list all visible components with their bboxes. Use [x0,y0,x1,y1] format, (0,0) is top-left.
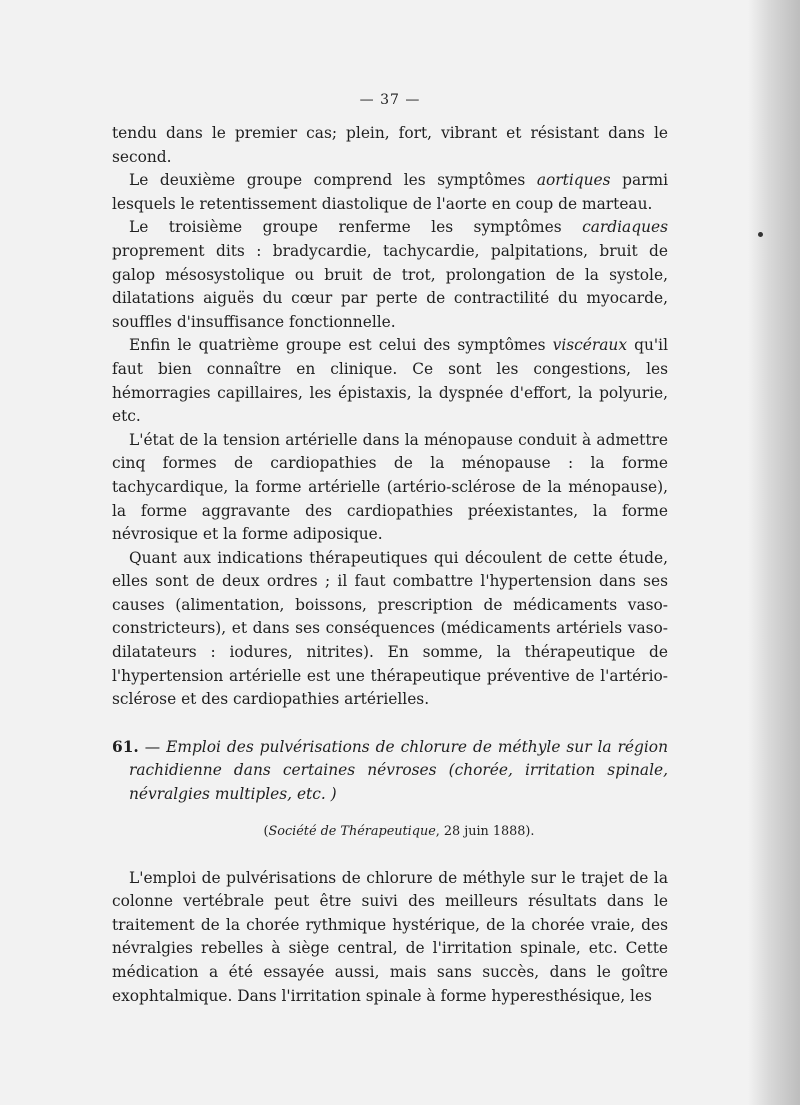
citation-open: ( [263,823,269,839]
section-citation [130,823,668,841]
paragraph-text: Enfin le quatrième groupe est celui des symptômes [129,336,553,355]
italic-term: viscéraux [552,336,628,355]
paragraph-aortic-symptoms [112,169,668,216]
italic-term: aortiques [536,171,611,190]
paragraph-cardiac-symptoms [112,216,668,334]
paragraph-text: proprement dits : bradycardie, tachycardie, palpitations, bruit de galop mésosystolique ou bruit de trot, prolongation de la systole, dilatations aiguës du cœur par perte de contractilité du myocarde, souffles d'insuffisance fonctionnelle. [112,241,668,331]
citation-date: , 28 juin 1888). [435,823,535,839]
paragraph-text: Le troisième groupe renferme les symptômes [129,218,583,237]
section-number: 61. [112,737,139,756]
paragraph-text: parmi lesquels le retentissement diastolique de l'aorte en coup de marteau. [112,171,668,213]
section-dash: — [144,737,161,756]
paragraph-menopause-forms: L'état de la tension artérielle dans la ménopause conduit à admettre cinq formes de cardiopathies de la ménopause : la forme tachycardique, la forme artérielle (artério-sclérose de la ménopause), la forme aggravante des cardiopathies préexistantes, la forme névrosique et la forme adiposique. [112,430,668,544]
citation-source: Société de Thérapeutique [268,823,436,839]
paragraph-therapeutics: Quant aux indications thérapeutiques qui découlent de cette étude, elles sont de deux ordres ; il faut combattre l'hypertension dans ses causes (alimentation, boissons, prescription de médicaments vaso-constricteurs), et dans ses conséquences (médicaments artériels vaso-dilatateurs : iodures, nitrites). En somme, la thérapeutique de l'hypertension artérielle est une thérapeutique préventive de l'artério-sclérose et des cardiopathies artérielles. [112,548,668,709]
ink-speck [758,232,763,237]
paragraph-text: Le deuxième groupe comprend les symptômes [129,171,537,190]
paragraph-text: qu'il faut bien connaître en clinique. Ce sont les congestions, les hémorragies capillaires, les épistaxis, la dyspnée d'effort, la polyurie, etc. [112,336,668,426]
paragraph-section-body: L'emploi de pulvérisations de chlorure de méthyle sur le trajet de la colonne vertébrale peut être suivi des meilleurs résultats dans le traitement de la chorée rythmique hystérique, de la chorée vraie, des névralgies rebelles à siège central, de l'irritation spinale, etc. Cette médication a été essayée aussi, mais sans succès, dans le goître exophtalmique. Dans l'irritation spinale à forme hyperesthésique, les [112,868,668,1005]
page-edge-shadow [748,0,800,1105]
page-body [112,92,668,1008]
paragraph-continuation: tendu dans le premier cas; plein, fort, vibrant et résistant dans le second. [112,124,668,166]
paragraph-visceral-symptoms [112,334,668,428]
section-heading [112,736,668,807]
section-title: Emploi des pulvérisations de chlorure de méthyle sur la région rachidienne dans certaines névroses (chorée, irritation spinale, névralgies multiples, etc. ) [129,737,668,804]
italic-term: cardiaques [582,218,668,237]
page-number: — 37 — [359,92,421,108]
